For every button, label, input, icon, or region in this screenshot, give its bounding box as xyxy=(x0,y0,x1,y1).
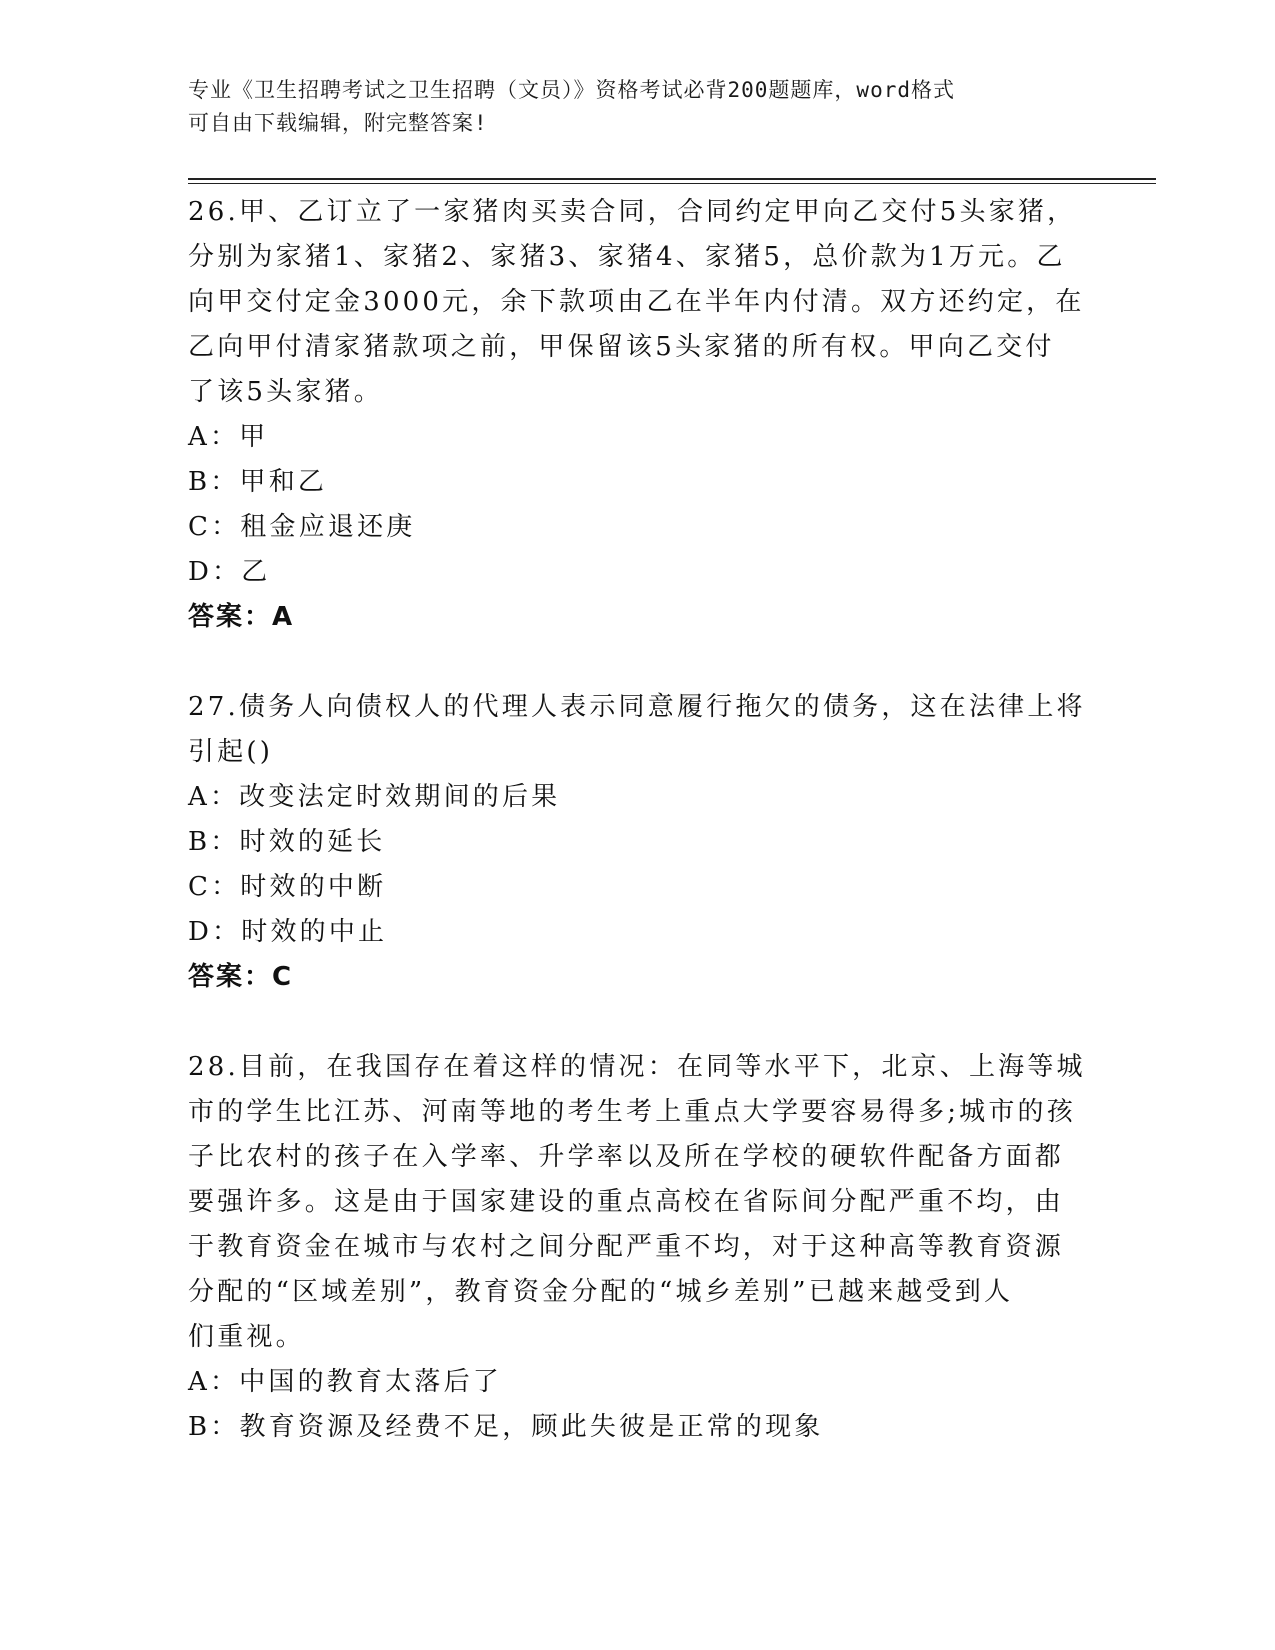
answer-key: 答案：A xyxy=(188,602,295,632)
question-list xyxy=(188,190,1088,1450)
question-text: 子比农村的孩子在入学率、升学率以及所在学校的硬软件配备方面都 xyxy=(188,1142,1065,1172)
option-d: D：乙 xyxy=(188,557,271,587)
question-text: 们重视。 xyxy=(188,1322,305,1352)
document-header xyxy=(188,74,1068,140)
question-text: 26.甲、乙订立了一家猪肉买卖合同，合同约定甲向乙交付5头家猪， xyxy=(188,197,1077,227)
option-a: A：甲 xyxy=(188,422,269,452)
option-c: C：时效的中断 xyxy=(188,872,387,902)
question-text: 28.目前，在我国存在着这样的情况：在同等水平下，北京、上海等城 xyxy=(188,1052,1086,1082)
question-text: 向甲交付定金3000元，余下款项由乙在半年内付清。双方还约定，在 xyxy=(188,287,1085,317)
question-text: 分配的“区域差别”，教育资金分配的“城乡差别”已越来越受到人 xyxy=(188,1277,1014,1307)
question-28 xyxy=(188,1045,1088,1450)
question-text: 27.债务人向债权人的代理人表示同意履行拖欠的债务，这在法律上将 xyxy=(188,692,1086,722)
option-a: A：中国的教育太落后了 xyxy=(188,1367,502,1397)
question-text: 乙向甲付清家猪款项之前，甲保留该5头家猪的所有权。甲向乙交付 xyxy=(188,332,1055,362)
question-26 xyxy=(188,190,1088,640)
question-text: 分别为家猪1、家猪2、家猪3、家猪4、家猪5，总价款为1万元。乙 xyxy=(188,242,1066,272)
answer-key: 答案：C xyxy=(188,962,294,992)
option-d: D：时效的中止 xyxy=(188,917,388,947)
question-text: 于教育资金在城市与农村之间分配严重不均，对于这种高等教育资源 xyxy=(188,1232,1065,1262)
header-divider xyxy=(188,178,1156,180)
header-line-2: 可自由下载编辑，附完整答案! xyxy=(188,111,488,135)
question-text: 市的学生比江苏、河南等地的考生考上重点大学要容易得多;城市的孩 xyxy=(188,1097,1076,1127)
option-b: B：甲和乙 xyxy=(188,467,328,497)
question-text: 要强许多。这是由于国家建设的重点高校在省际间分配严重不均，由 xyxy=(188,1187,1065,1217)
header-divider-thin xyxy=(188,183,1156,184)
header-line-1: 专业《卫生招聘考试之卫生招聘（文员）》资格考试必背200题题库，word格式 xyxy=(188,78,955,102)
option-a: A：改变法定时效期间的后果 xyxy=(188,782,561,812)
option-c: C：租金应退还庚 xyxy=(188,512,416,542)
question-text: 了该5头家猪。 xyxy=(188,377,383,407)
question-27 xyxy=(188,685,1088,1000)
option-b: B：时效的延长 xyxy=(188,827,386,857)
question-text: 引起() xyxy=(188,737,274,767)
question-spacer xyxy=(188,640,1088,685)
option-b: B：教育资源及经费不足，顾此失彼是正常的现象 xyxy=(188,1412,824,1442)
question-spacer xyxy=(188,1000,1088,1045)
